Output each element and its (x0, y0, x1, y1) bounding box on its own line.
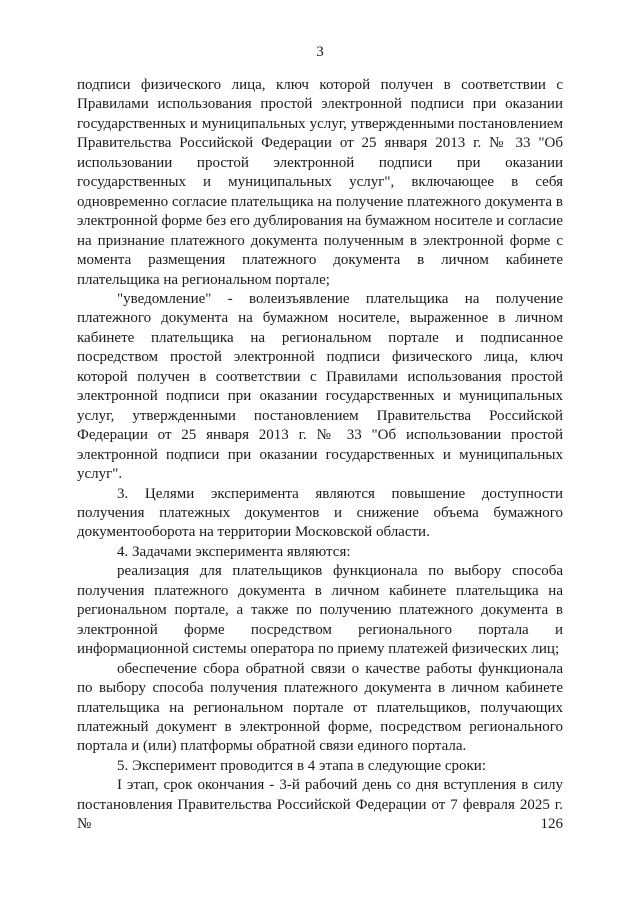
document-body (77, 76, 563, 835)
paragraph-experiment-stages: 5. Эксперимент проводится в 4 этапа в следующие сроки: (117, 757, 487, 774)
page-number: 3 (316, 44, 324, 60)
paragraph-task-functionality: реализация для плательщиков функционала по выбору способа получения платежного документа в личном кабинете плательщика на региональном портале, а также по получению платежного документа в электронной форме посредством регионального портала и информационной системы оператора по приему платежей физических лиц; (77, 563, 563, 658)
paragraph-consent-definition-continued: подписи физического лица, ключ которой получен в соответствии с Правилами использования простой электронной подписи при оказании государственных и муниципальных услуг, утвержденными постановлением Правительства Российской Федерации от 25 января 2013 г. № 33 "Об использовании простой электронной подписи при оказании государственных и муниципальных услуг", включающее в себя одновременно согласие плательщика на получение платежного документа в электронной форме без его дублирования на бумажном носителе и согласие на признание платежного документа полученным в электронной форме с момента размещения платежного документа в личном кабинете плательщика на региональном портале; (77, 77, 563, 288)
paragraph-stage-one: I этап, срок окончания - 3-й рабочий день со дня вступления в силу постановления Правительства Российской Федерации от 7 февраля 2025 г. № 126 (77, 777, 563, 833)
paragraph-task-feedback: обеспечение сбора обратной связи о качестве работы функционала по выбору способа получения платежного документа в личном кабинете плательщика на региональном портале от плательщиков, получающих платежный документ в электронной форме, посредством регионального портала и (или) платформы обратной связи единого портала. (77, 660, 563, 755)
paragraph-experiment-tasks-heading: 4. Задачами эксперимента являются: (117, 543, 351, 560)
paragraph-experiment-goals: 3. Целями эксперимента являются повышение доступности получения платежных документов и снижение объема бумажного документооборота на территории Московской области. (77, 485, 563, 541)
paragraph-notification-definition: "уведомление" - волеизъявление плательщика на получение платежного документа на бумажном носителе, выраженное в личном кабинете плательщика на региональном портале и подписанное посредством простой электронной подписи физического лица, ключ которой получен в соответствии с Правилами использования простой электронной подписи при оказании государственных и муниципальных услуг, утвержденными постановлением Правительства Российской Федерации от 25 января 2013 г. № 33 "Об использовании простой электронной подписи при оказании государственных и муниципальных услуг". (77, 290, 563, 483)
